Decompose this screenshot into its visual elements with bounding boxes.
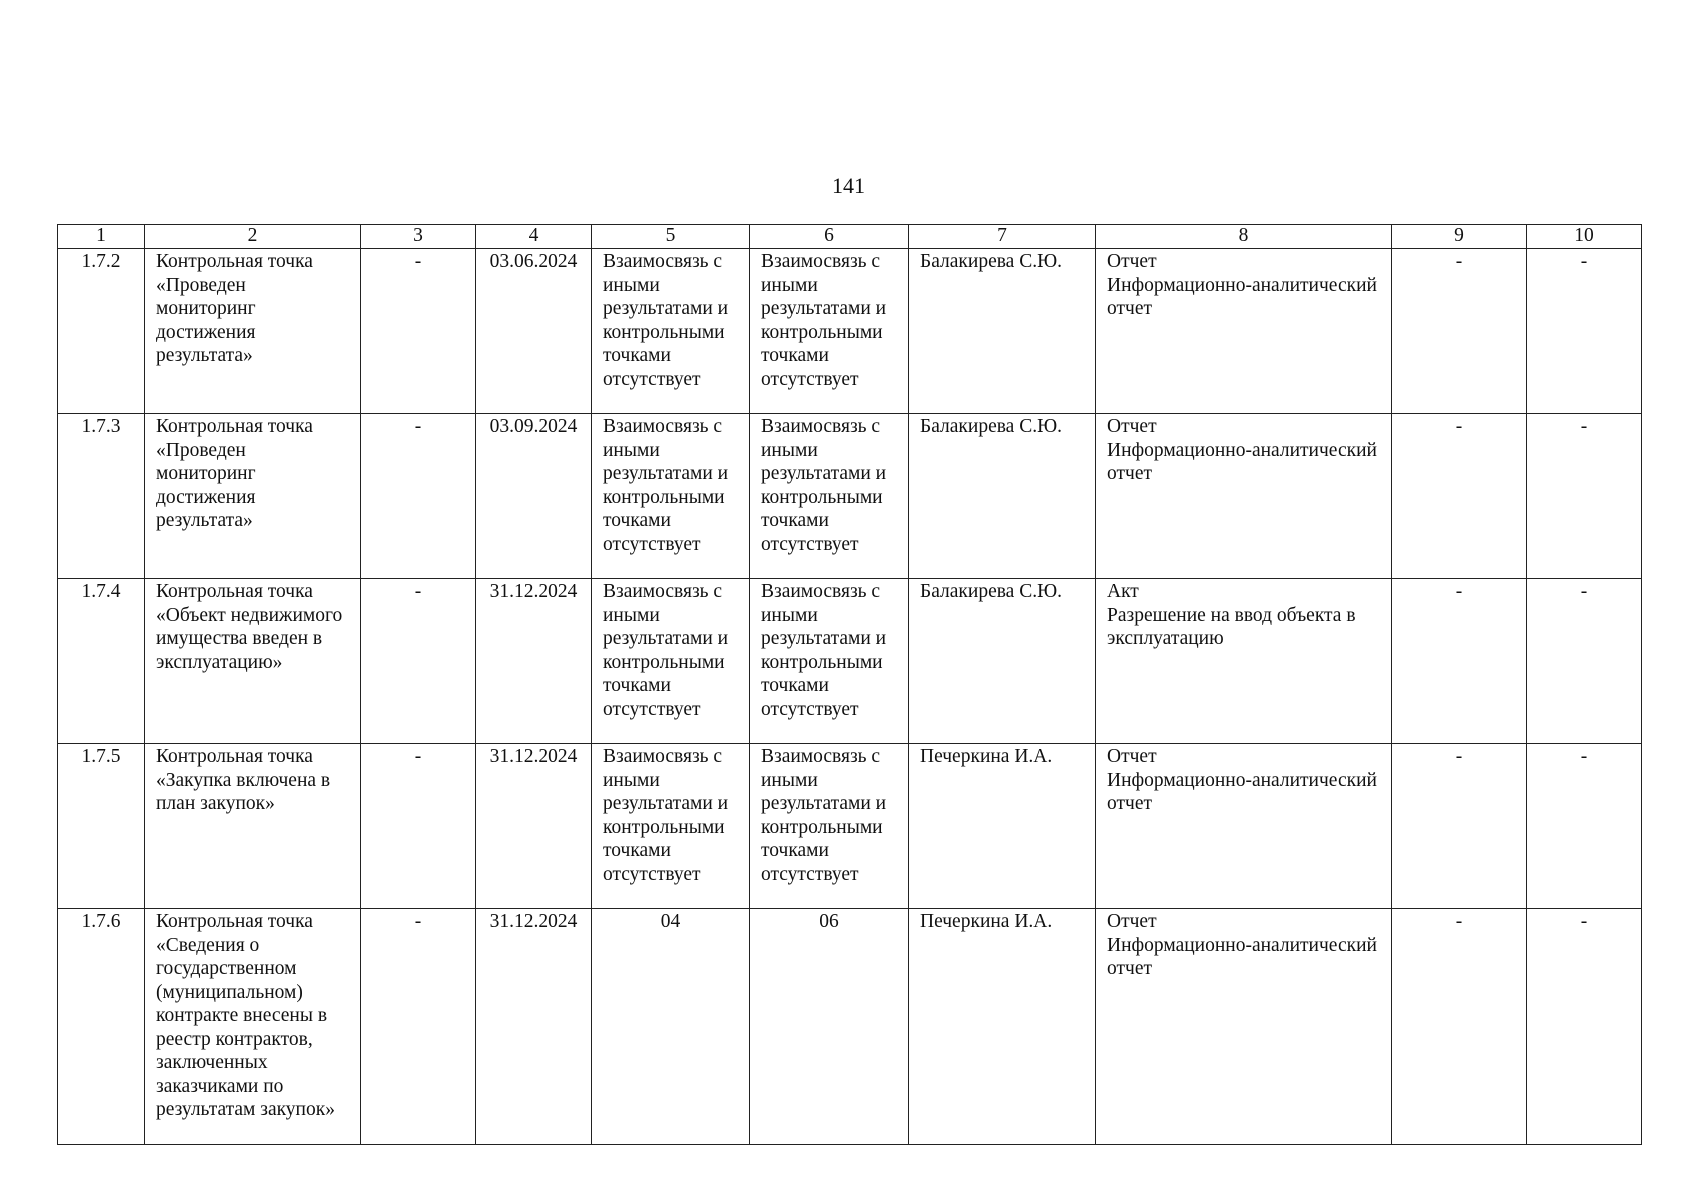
document-type: Отчет [1107, 416, 1157, 437]
responsible-person: Печеркина И.А. [909, 744, 1096, 909]
responsible-person: Балакирева С.Ю. [909, 414, 1096, 579]
cell-col10: - [1527, 579, 1642, 744]
cell-col10: - [1527, 249, 1642, 414]
cell-col9: - [1392, 744, 1527, 909]
column-number: 7 [909, 225, 1096, 249]
deadline-date: 03.09.2024 [476, 414, 592, 579]
document-type: Отчет [1107, 251, 1157, 272]
cell-col9: - [1392, 909, 1527, 1145]
cell-col3: - [361, 249, 476, 414]
cell-col10: - [1527, 414, 1642, 579]
row-number: 1.7.2 [58, 249, 145, 414]
column-number: 5 [592, 225, 750, 249]
column-number: 3 [361, 225, 476, 249]
control-point-name: Контрольная точка «Закупка включена в план закупок» [145, 744, 361, 909]
deadline-date: 31.12.2024 [476, 579, 592, 744]
cell-col9: - [1392, 414, 1527, 579]
relation-col5: Взаимосвязь с иными результатами и контрольными точками отсутствует [592, 579, 750, 744]
table-row [58, 909, 1642, 1145]
deadline-date: 03.06.2024 [476, 249, 592, 414]
document-name: Информационно-аналитический отчет [1107, 274, 1377, 319]
column-number: 1 [58, 225, 145, 249]
relation-col6: Взаимосвязь с иными результатами и контрольными точками отсутствует [750, 249, 909, 414]
document-cell [1096, 909, 1392, 1145]
control-points-table [57, 224, 1642, 1145]
column-number: 9 [1392, 225, 1527, 249]
column-number: 6 [750, 225, 909, 249]
responsible-person: Балакирева С.Ю. [909, 249, 1096, 414]
cell-col3: - [361, 579, 476, 744]
column-number: 4 [476, 225, 592, 249]
document-type: Отчет [1107, 746, 1157, 767]
document-name: Информационно-аналитический отчет [1107, 934, 1377, 979]
table-row [58, 414, 1642, 579]
row-number: 1.7.3 [58, 414, 145, 579]
column-number: 2 [145, 225, 361, 249]
cell-col9: - [1392, 249, 1527, 414]
document-type: Акт [1107, 581, 1139, 602]
cell-col9: - [1392, 579, 1527, 744]
relation-col5: Взаимосвязь с иными результатами и контрольными точками отсутствует [592, 249, 750, 414]
row-number: 1.7.5 [58, 744, 145, 909]
document-name: Информационно-аналитический отчет [1107, 769, 1377, 814]
document-cell [1096, 579, 1392, 744]
document-type: Отчет [1107, 911, 1157, 932]
relation-col6: Взаимосвязь с иными результатами и контрольными точками отсутствует [750, 579, 909, 744]
relation-col5: Взаимосвязь с иными результатами и контрольными точками отсутствует [592, 744, 750, 909]
relation-col6: 06 [750, 909, 909, 1145]
document-name: Разрешение на ввод объекта в эксплуатацию [1107, 604, 1356, 649]
document-cell [1096, 414, 1392, 579]
relation-col5: 04 [592, 909, 750, 1145]
document-cell [1096, 249, 1392, 414]
table-row [58, 744, 1642, 909]
page-number: 141 [832, 173, 865, 198]
column-number: 10 [1527, 225, 1642, 249]
deadline-date: 31.12.2024 [476, 909, 592, 1145]
document-cell [1096, 744, 1392, 909]
control-point-name: Контрольная точка «Проведен мониторинг достижения результата» [145, 414, 361, 579]
responsible-person: Балакирева С.Ю. [909, 579, 1096, 744]
cell-col10: - [1527, 744, 1642, 909]
control-point-name: Контрольная точка «Проведен мониторинг достижения результата» [145, 249, 361, 414]
cell-col10: - [1527, 909, 1642, 1145]
cell-col3: - [361, 909, 476, 1145]
column-numbers-header [58, 225, 1642, 249]
row-number: 1.7.4 [58, 579, 145, 744]
document-name: Информационно-аналитический отчет [1107, 439, 1377, 484]
row-number: 1.7.6 [58, 909, 145, 1145]
responsible-person: Печеркина И.А. [909, 909, 1096, 1145]
table-row [58, 249, 1642, 414]
cell-col3: - [361, 744, 476, 909]
relation-col6: Взаимосвязь с иными результатами и контрольными точками отсутствует [750, 414, 909, 579]
control-point-name: Контрольная точка «Сведения о государственном (муниципальном) контракте внесены в реестр контрактов, заключенных заказчиками по результатам закупок» [145, 909, 361, 1145]
control-point-name: Контрольная точка «Объект недвижимого имущества введен в эксплуатацию» [145, 579, 361, 744]
relation-col5: Взаимосвязь с иными результатами и контрольными точками отсутствует [592, 414, 750, 579]
relation-col6: Взаимосвязь с иными результатами и контрольными точками отсутствует [750, 744, 909, 909]
column-number: 8 [1096, 225, 1392, 249]
cell-col3: - [361, 414, 476, 579]
deadline-date: 31.12.2024 [476, 744, 592, 909]
table-row [58, 579, 1642, 744]
